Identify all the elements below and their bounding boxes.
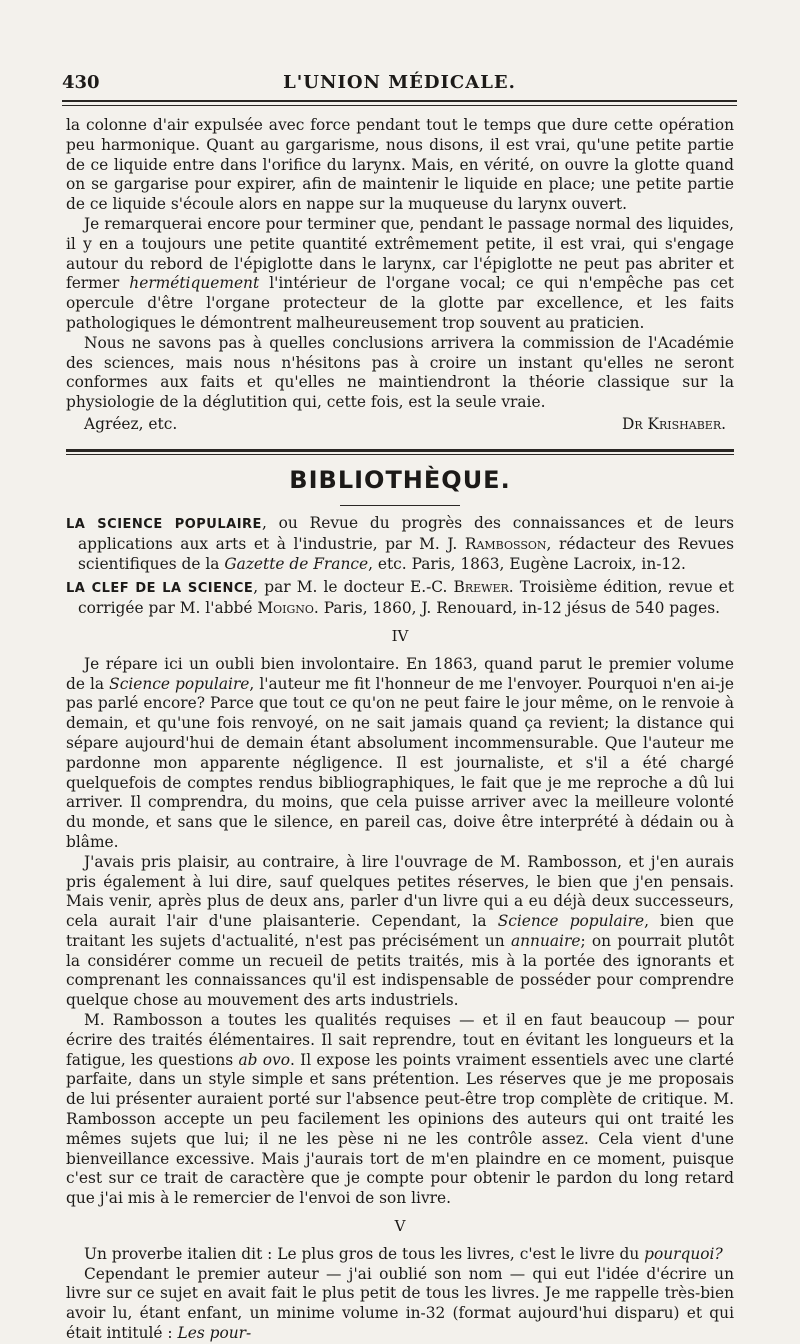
- signature: Dr Krishaber.: [622, 414, 726, 433]
- part-numeral-5: V: [394, 1217, 406, 1236]
- section-rule-thin: [66, 454, 734, 455]
- letter-paragraph-2: Je remarquerai encore pour terminer que, pendant le passage normal des liquides, il y en a toujours une petite quantité extrêmement petite, il est vrai, qui s'engage autour du rebord de l'épiglotte dans le larynx, car l'épiglotte ne peut pas abriter et fermer hermétiquement l'intérieur de l'organe vocal; ce qui n'empêche pas cet opercule d'être l'organe protecteur de la glotte par excellence, et les faits pathologiques le démontrent malheureusement trop souvent au praticien.: [66, 214, 734, 332]
- bibliography-entry-1: LA SCIENCE POPULAIRE, ou Revue du progrès des connaissances et de leurs applications aux arts et à l'industrie, par M. J. Rambosson, rédacteur des Revues scientifiques de la Gazette de France, etc. Paris, 1863, Eugène Lacroix, in-12.: [66, 513, 734, 573]
- part4-paragraph-3: M. Rambosson a toutes les qualités requises — et il en faut beaucoup — pour écrire des traités élémentaires. Il sait reprendre, tout en évitant les longueurs et la fatigue, les questions ab ovo. Il expose les points vraiment essentiels avec une clarté parfaite, dans un style simple et sans prétention. Les réserves que je me proposais de lui présenter auraient porté sur l'absence peut-être trop complète de critique. M. Rambosson accepte un peu facilement les opinions des auteurs qui ont traité les mêmes sujets que lui; il ne les pèse ni ne les contrôle assez. Cela vient d'une bienveillance excessive. Mais j'aurais tort de m'en plaindre en ce moment, puisque c'est sur ce trait de caractère que je compte pour obtenir le pardon du long retard que j'ai mis à le remercier de l'envoi de son livre.: [66, 1011, 734, 1208]
- part4-paragraph-1: Je répare ici un oubli bien involontaire. En 1863, quand parut le premier volume de la Science populaire, l'auteur me fit l'honneur de me l'envoyer. Pourquoi n'en ai-je pas parlé encore? Parce que tout ce qu'on ne peut faire le jour même, on le renvoie à demain, et qu'une fois renvoyé, on ne sait jamais quand ça revient; la distance qui sépare aujourd'hui de demain étant absolument incommensurable. Que l'auteur me pardonne mon apparente négligence. Il est journaliste, et s'il a été chargé quelquefois de comptes rendus bibliographiques, le fait que je me reproche a dû lui arriver. Il comprendra, du moins, que cela puisse arriver avec la meilleure volonté du monde, et sans que le silence, en pareil cas, doive être interprété à dédain ou à blâme.: [66, 654, 734, 851]
- letter-paragraph-1: la colonne d'air expulsée avec force pendant tout le temps que dure cette opération peu harmonique. Quant au gargarisme, nous disons, il est vrai, qu'une petite partie de ce liquide entre dans l'orifice du larynx. Mais, en vérité, on ouvre la glotte quand on se gargarise pour expirer, afin de maintenir le liquide en place; une petite partie de ce liquide s'écoule alors en nappe sur la muqueuse du larynx ouvert.: [66, 116, 734, 214]
- page-body: [66, 116, 734, 1344]
- part5-paragraph-1: Un proverbe italien dit : Le plus gros de tous les livres, c'est le livre du pourquoi?: [84, 1244, 723, 1263]
- section-rule: [66, 449, 734, 452]
- part5-paragraph-2: Cependant le premier auteur — j'ai oublié son nom — qui eut l'idée d'écrire un livre sur ce sujet en avait fait le plus petit de tous les livres. Je me rappelle très-bien avoir lu, étant enfant, un minime volume in-32 (format aujourd'hui disparu) et qui était intitulé : Les pour-: [66, 1264, 734, 1343]
- header-rule-thin: [62, 105, 737, 106]
- bibliography-entry-2: LA CLEF DE LA SCIENCE, par M. le docteur E.-C. Brewer. Troisième édition, revue et corrigée par M. l'abbé Moigno. Paris, 1860, J. Renouard, in-12 jésus de 540 pages.: [66, 578, 734, 618]
- title-underline: [340, 505, 460, 506]
- section-title: BIBLIOTHÈQUE.: [289, 465, 511, 494]
- letter-paragraph-3: Nous ne savons pas à quelles conclusions arrivera la commission de l'Académie des sciences, mais nous n'hésitons pas à croire un instant qu'elles ne seront conformes aux faits et qu'elles ne maintiendront la théorie classique sur la physiologie de la déglutition qui, cette fois, est la seule vraie.: [66, 333, 734, 412]
- page-number: 430: [62, 72, 100, 93]
- letter-signature-line: [66, 415, 734, 435]
- header-rule: [62, 100, 737, 102]
- closing: Agréez, etc.: [84, 414, 178, 433]
- running-header: [62, 72, 737, 98]
- journal-title: L'UNION MÉDICALE.: [283, 72, 516, 93]
- part4-paragraph-2: J'avais pris plaisir, au contraire, à lire l'ouvrage de M. Rambosson, et j'en aurais pris également à lui dire, sauf quelques petites réserves, le bien que j'en pensais. Mais venir, après plus de deux ans, parler d'un livre qui a eu déjà deux successeurs, cela aurait l'air d'une plaisanterie. Cependant, la Science populaire, bien que traitant les sujets d'actualité, n'est pas précisément un annuaire; on pourrait plutôt la considérer comme un recueil de petits traités, mis à la portée des ignorants et comprenant les connaissances qu'il est indispensable de posséder pour comprendre quelque chose au mouvement des arts industriels.: [66, 852, 735, 1010]
- part-numeral-4: IV: [391, 626, 409, 645]
